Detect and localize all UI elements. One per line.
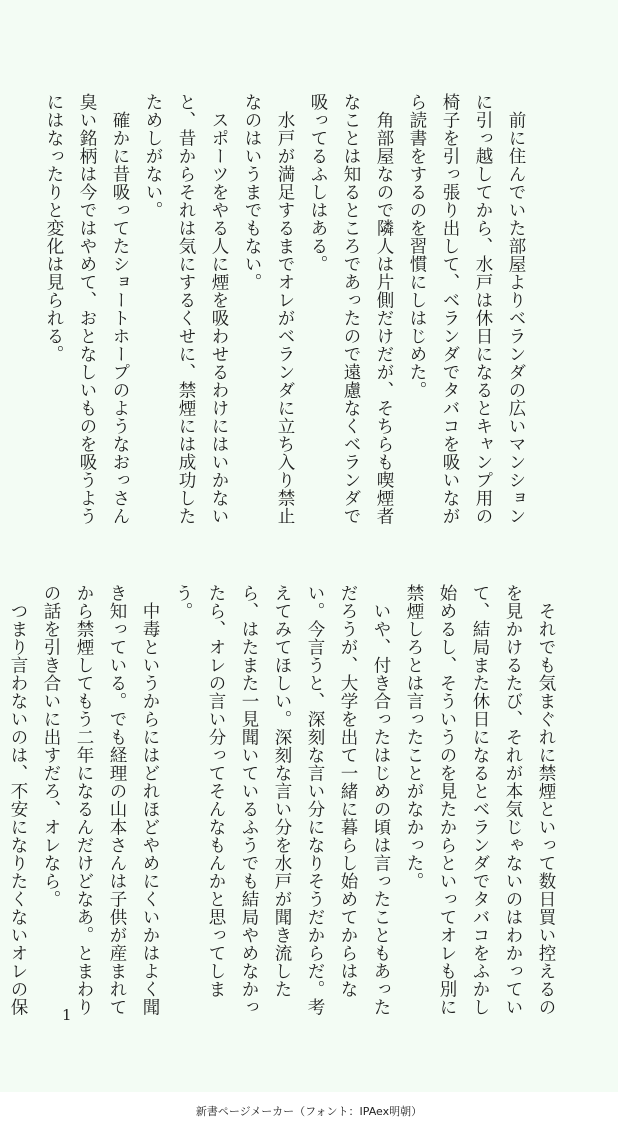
- paragraph: つまり言わないのは、不安になりたくないオレの保: [8, 584, 28, 1016]
- paragraph: いや、付き合ったはじめの頃は言ったこともあっただろうが、大学を出て一緒に暮らし始めてからはない。今言うと、深刻な言い分になりそうだからだ。考えてみてほしい。深刻な言い分を水戸が聞き流したら、はたまた一見聞いているふうでも結局やめなかったら、オレの言い分ってそんなもんかと思ってしまう。: [173, 584, 391, 1016]
- paragraph: スポーツをやる人に煙を吸わせるわけにはいかないと、昔からそれは気にするくせに、禁煙には成功したためしがない。: [143, 93, 229, 525]
- footer-credit: 新書ページメーカー（フォント：IPAex明朝）: [0, 1092, 618, 1132]
- paragraph: 前に住んでいた部屋よりベランダの広いマンションに引っ越してから、水戸は休日になるとキャンプ用の椅子を引っ張り出して、ベランダでタバコを吸いながら読書をするのを習慣にしはじめた。: [407, 93, 526, 525]
- page-number: 1: [62, 1006, 72, 1024]
- paragraph: 確かに昔吸ってたショートホープのようなおっさん臭い銘柄は今ではやめて、おとなしいものを吸うようにはなったりと変化は見られる。: [44, 93, 130, 525]
- paragraph: 角部屋なので隣人は片側だけだが、そちらも喫煙者なことは知るところであったので遠慮なくベランダで吸ってるふしはある。: [308, 93, 394, 525]
- paragraph: 水戸が満足するまでオレがベランダに立ち入り禁止なのはいうまでもない。: [242, 93, 295, 525]
- text-block-bottom: [8, 584, 562, 1027]
- text-block-top: [44, 93, 532, 536]
- paragraph: それでも気まぐれに禁煙といって数日買い控えるのを見かけるたび、それが本気じゃないのはわかっていて、結局また休日になるとベランダでタバコをふかし始めるし、そういうのを見たからといってオレも別に禁煙しろとは言ったことがなかった。: [404, 584, 556, 1016]
- paragraph: 中毒というからにはどれほどやめにくいかはよく聞き知っている。でも経理の山本さんは子供が産まれてから禁煙してもう二年になるんだけどなあ。とまわりの話を引き合いに出すだろ、オレなら。: [41, 584, 160, 1016]
